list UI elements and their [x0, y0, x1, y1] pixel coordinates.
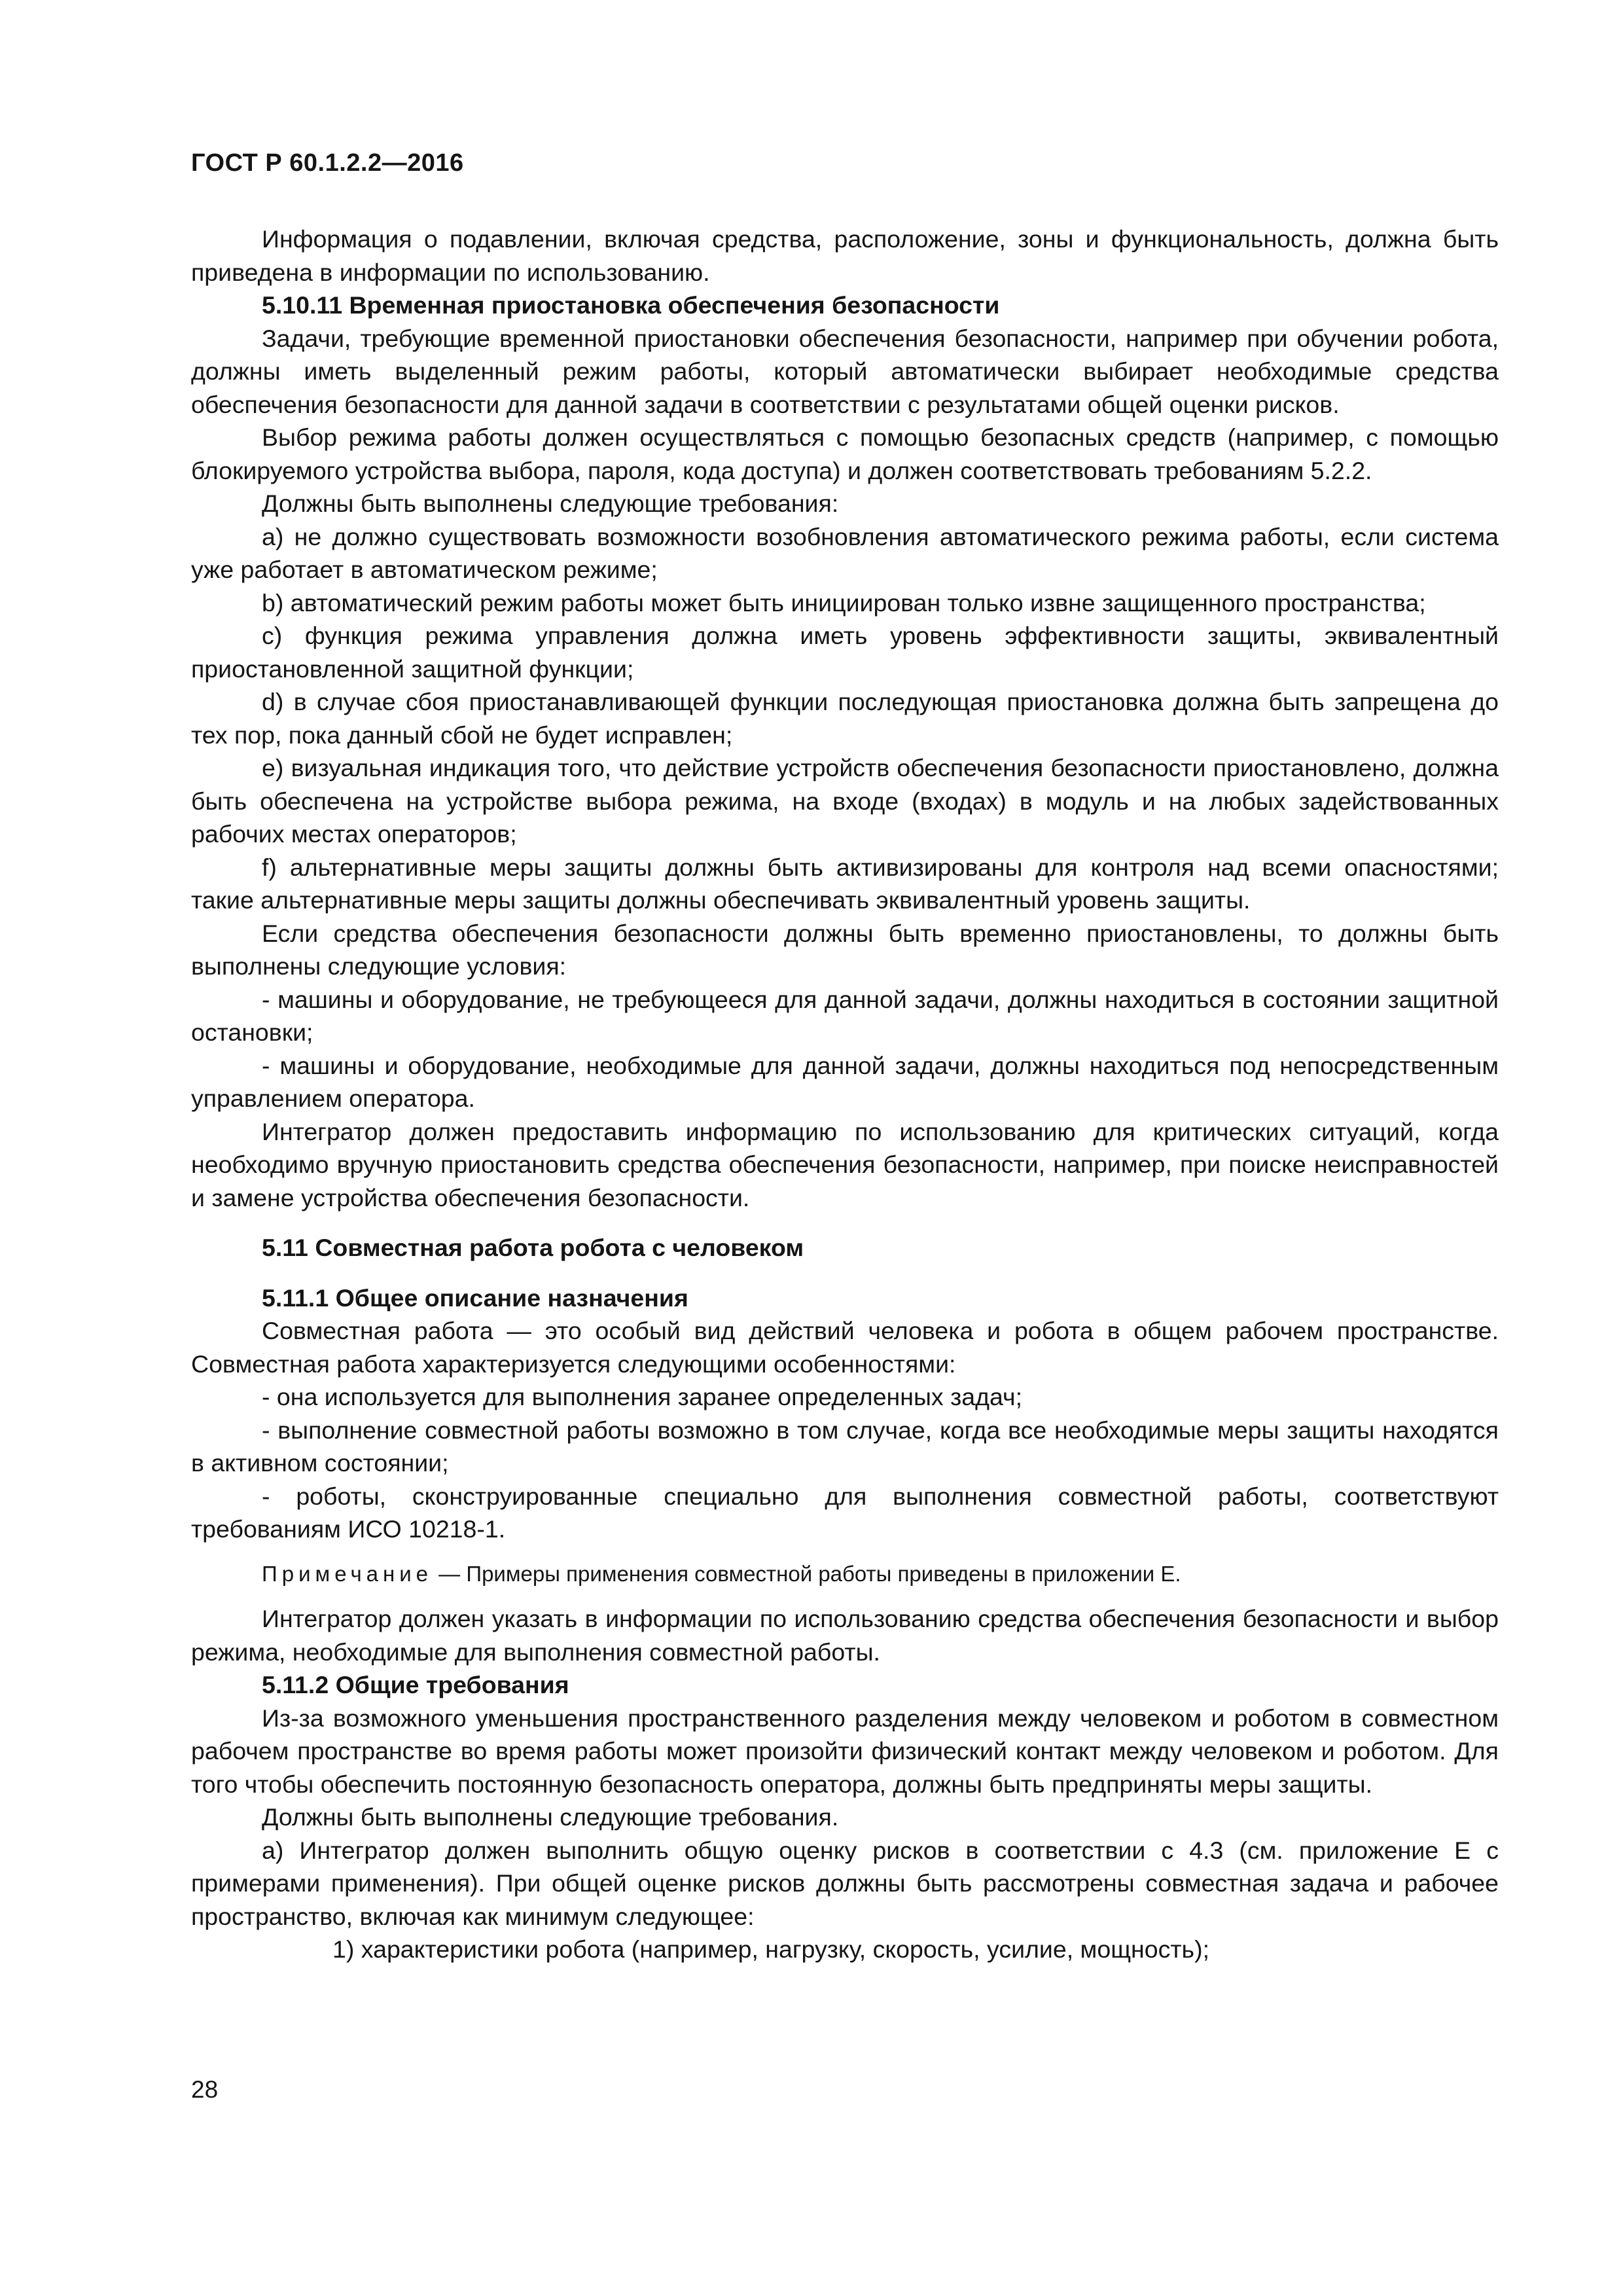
paragraph-mode-selection: Выбор режима работы должен осуществляться с помощью безопасных средств (например, с помощью блокируемого устройства выбора, пароля, кода доступа) и должен соответствовать требованиям 5.2.2.	[191, 423, 1499, 484]
paragraph-suppression-info: Информация о подавлении, включая средства, расположение, зоны и функциональность, должна быть приведена в информации по использованию.	[191, 225, 1499, 286]
page-number: 28	[191, 2076, 219, 2103]
paragraph-integrator-specify: Интегратор должен указать в информации по использованию средства обеспечения безопасности и выбор режима, необходимые для выполнения совместной работы.	[191, 1605, 1499, 1666]
paragraph-if-suspended: Если средства обеспечения безопасности должны быть временно приостановлены, то должны быть выполнены следующие условия:	[191, 919, 1499, 980]
condition-item-2: - машины и оборудование, необходимые для данной задачи, должны находиться под непосредственным управлением оператора.	[191, 1051, 1499, 1112]
requirement-item-e: e) визуальная индикация того, что действие устройств обеспечения безопасности приостановлено, должна быть обеспечена на устройстве выбора режима, на входе (входах) в модуль и на любых задействованных рабочих местах операторов;	[191, 754, 1499, 848]
paragraph-tasks-suspension: Задачи, требующие временной приостановки обеспечения безопасности, например при обучении робота, должны иметь выделенный режим работы, который автоматически выбирает необходимые средства обеспечения безопасности для данной задачи в соответствии с результатами общей оценки рисков.	[191, 324, 1499, 418]
feature-item-2: - выполнение совместной работы возможно в том случае, когда все необходимые меры защиты находятся в активном состоянии;	[191, 1416, 1499, 1477]
requirement-item-d: d) в случае сбоя приостанавливающей функции последующая приостановка должна быть запрещена до тех пор, пока данный сбой не будет исправлен;	[191, 688, 1499, 749]
section-heading-5-11-2: 5.11.2 Общие требования	[262, 1671, 569, 1698]
feature-item-1: - она используется для выполнения заранее определенных задач;	[262, 1383, 1023, 1410]
document-code-header: ГОСТ Р 60.1.2.2—2016	[191, 149, 464, 177]
section-heading-5-10-11: 5.10.11 Временная приостановка обеспечения безопасности	[262, 291, 1000, 319]
paragraph-spatial-reduction: Из-за возможного уменьшения пространственного разделения между человеком и роботом в совместном рабочем пространстве во время работы может произойти физический контакт между человеком и роботом. Для того чтобы обеспечить постоянную безопасность оператора, должны быть предприняты меры защиты.	[191, 1704, 1499, 1798]
section-heading-5-11-1: 5.11.1 Общее описание назначения	[262, 1283, 688, 1312]
feature-item-3: - роботы, сконструированные специально для выполнения совместной работы, соответствуют требованиям ИСО 10218-1.	[191, 1482, 1499, 1543]
requirement-item-f: f) альтернативные меры защиты должны быть активизированы для контроля над всеми опасностями; такие альтернативные меры защиты должны обеспечивать эквивалентный уровень защиты.	[191, 853, 1499, 914]
requirement-item-a: a) не должно существовать возможности возобновления автоматического режима работы, если система уже работает в автоматическом режиме;	[191, 522, 1499, 583]
requirement2-item-a: a) Интегратор должен выполнить общую оценку рисков в соответствии с 4.3 (см. приложение Е с примерами применения). При общей оценке рисков должны быть рассмотрены совместная задача и рабочее пространство, включая как минимум следующее:	[191, 1836, 1499, 1930]
requirement-item-b: b) автоматический режим работы может быть инициирован только извне защищенного пространства;	[262, 588, 1426, 617]
requirement2-item-a-1: 1) характеристики робота (например, нагрузку, скорость, усилие, мощность);	[332, 1935, 1209, 1963]
note-text: — Примеры применения совместной работы приведены в приложении Е.	[433, 1561, 1181, 1586]
note	[191, 1558, 1499, 1591]
paragraph-requirements-intro-2: Должны быть выполнены следующие требования.	[262, 1803, 839, 1831]
condition-item-1: - машины и оборудование, не требующееся для данной задачи, должны находиться в состоянии защитной остановки;	[191, 985, 1499, 1046]
note-label: Примечание	[262, 1561, 433, 1586]
paragraph-collaboration-definition: Совместная работа — это особый вид действий человека и робота в общем рабочем пространстве. Совместная работа характеризуется следующими особенностями:	[191, 1317, 1499, 1378]
paragraph-integrator-info: Интегратор должен предоставить информацию по использованию для критических ситуаций, когда необходимо вручную приостановить средства обеспечения безопасности, например, при поиске неисправностей и замене устройства обеспечения безопасности.	[191, 1117, 1499, 1211]
paragraph-requirements-intro: Должны быть выполнены следующие требования:	[262, 490, 839, 517]
document-body	[191, 223, 1499, 1966]
section-heading-5-11: 5.11 Совместная работа робота с человеком	[262, 1234, 804, 1261]
requirement-item-c: c) функция режима управления должна иметь уровень эффективности защиты, эквивалентный приостановленной защитной функции;	[191, 622, 1499, 683]
